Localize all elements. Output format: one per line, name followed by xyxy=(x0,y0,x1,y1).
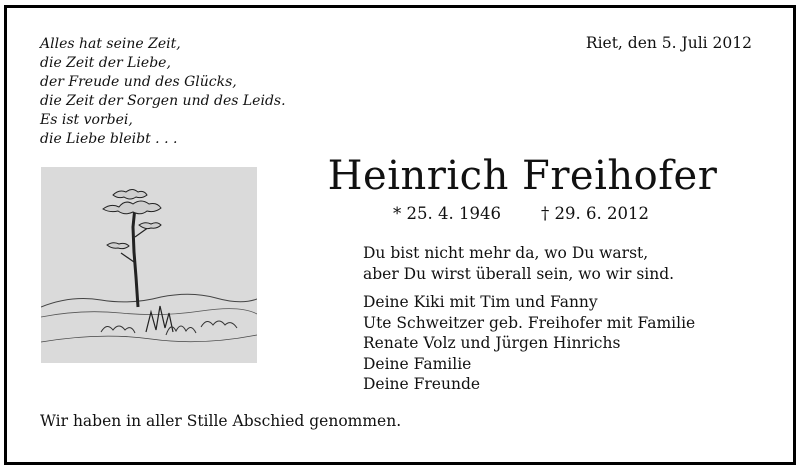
quote-line: aber Du wirst überall sein, wo wir sind. xyxy=(363,264,675,283)
birth-date: * 25. 4. 1946 xyxy=(393,204,501,223)
quote-line: Du bist nicht mehr da, wo Du warst, xyxy=(363,244,649,262)
place-and-date: Riet, den 5. Juli 2012 xyxy=(585,34,752,52)
death-date: † 29. 6. 2012 xyxy=(541,204,649,223)
mourner-entry: Deine Kiki mit Tim und Fanny xyxy=(363,293,598,311)
poem-line: die Zeit der Liebe, xyxy=(40,55,171,71)
mourner-entry: Ute Schweitzer geb. Freihofer mit Familie xyxy=(363,313,696,332)
poem-line: Es ist vorbei, xyxy=(40,112,133,128)
poem-line: Alles hat seine Zeit, xyxy=(40,36,181,52)
farewell-note: Wir haben in aller Stille Abschied genommen. xyxy=(40,412,402,430)
tree-sketch-image xyxy=(41,167,257,363)
mourner-entry: Deine Freunde xyxy=(363,375,481,393)
mourners-list xyxy=(363,292,695,395)
memorial-quote xyxy=(363,243,674,284)
mourner-entry: Renate Volz und Jürgen Hinrichs xyxy=(363,334,621,352)
poem-line: die Zeit der Sorgen und des Leids. xyxy=(40,93,286,109)
deceased-name: Heinrich Freihofer xyxy=(327,153,718,199)
poem-line: die Liebe bleibt . . . xyxy=(40,131,178,147)
poem-line: der Freude und des Glücks, xyxy=(40,74,237,90)
poem xyxy=(40,35,286,149)
mourner-entry: Deine Familie xyxy=(363,354,472,373)
